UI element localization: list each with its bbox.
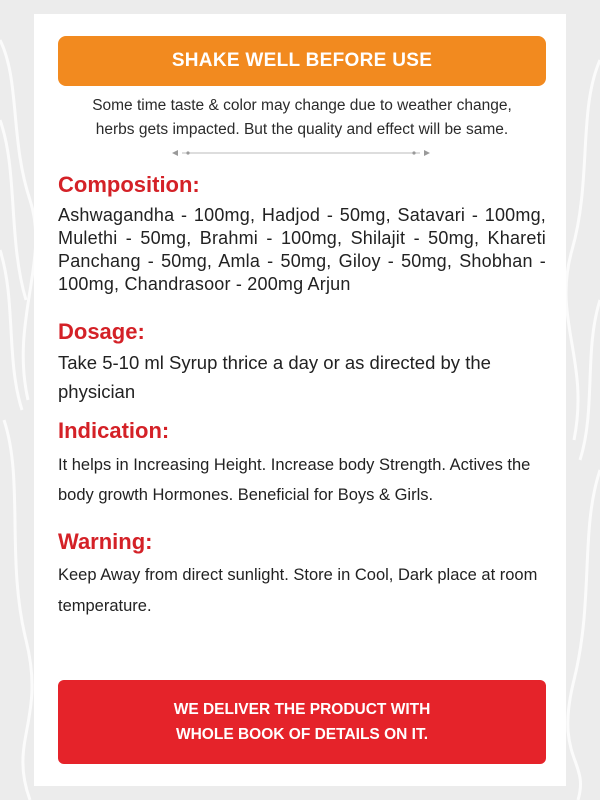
warning-heading: Warning: — [58, 529, 153, 554]
delivery-banner — [58, 680, 546, 764]
composition-heading: Composition: — [58, 172, 200, 197]
delivery-line-1: WE DELIVER THE PRODUCT WITH — [173, 701, 431, 718]
info-card — [34, 14, 566, 786]
weather-note-line-1: Some time taste & color may change due to weather change, — [92, 97, 512, 114]
indication-text: It helps in Increasing Height. Increase body Strength. Actives the body growth Hormones. Beneficial for Boys & Girls. — [58, 456, 531, 504]
indication-heading: Indication: — [58, 418, 170, 443]
weather-note — [48, 94, 556, 142]
warning-text: Keep Away from direct sunlight. Store in Cool, Dark place at room temperature. — [58, 566, 538, 615]
dosage-text: Take 5-10 ml Syrup thrice a day or as directed by the physician — [58, 352, 491, 402]
dosage-heading: Dosage: — [58, 319, 145, 344]
delivery-line-2: WHOLE BOOK OF DETAILS ON IT. — [175, 726, 428, 743]
composition-text: Ashwagandha - 100mg, Hadjod - 50mg, Satavari - 100mg, Mulethi - 50mg, Brahmi - 100mg, Shilajit - 50mg, Khareti Panchang - 50mg, Amla - 50mg, Giloy - 50mg, Shobhan - 100mg, Chandrasoor - 200mg Arjun — [58, 205, 546, 294]
shake-well-banner — [58, 36, 546, 86]
shake-well-label: SHAKE WELL BEFORE USE — [171, 50, 433, 71]
ornamental-divider — [170, 148, 432, 158]
weather-note-line-2: herbs gets impacted. But the quality and effect will be same. — [95, 121, 509, 138]
